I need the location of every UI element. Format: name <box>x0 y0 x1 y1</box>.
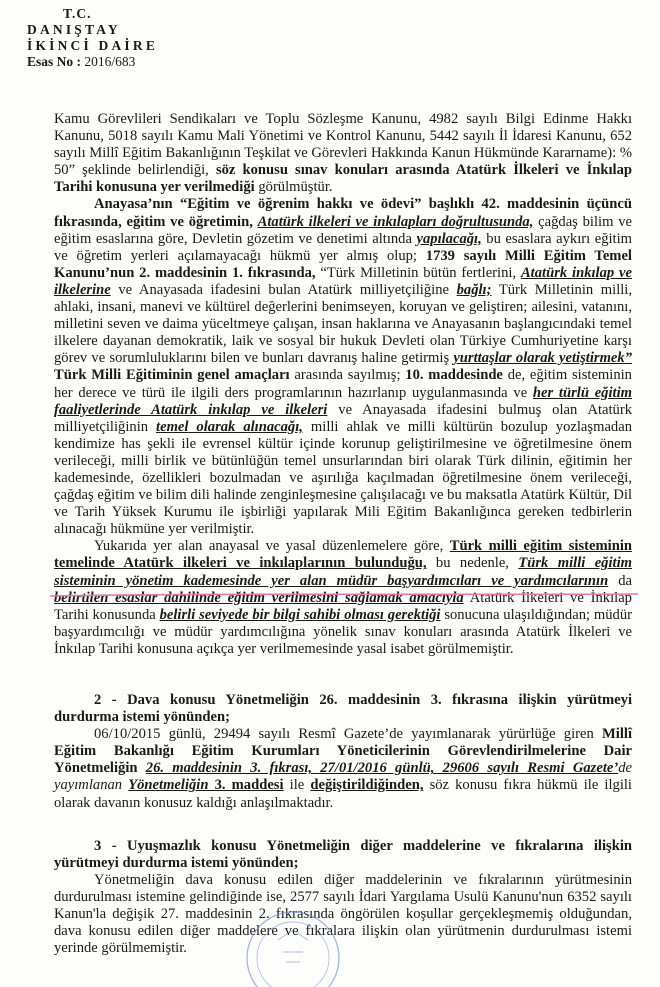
text: de, eğitim sisteminin her derece ve türü ile ilgili ders programlarının hazırlanıp uygulanmasında ve <box>54 367 632 401</box>
text: görülmüştür. <box>254 179 333 196</box>
esas-number: 2016/683 <box>84 54 136 69</box>
header-tc: T.C. <box>63 6 92 21</box>
underlined-emphasis: temel olarak alınacağı, <box>156 418 303 435</box>
underlined-emphasis: Atatürk inkılap ve ilkelerine <box>54 264 633 298</box>
text: bu esaslara aykırı eğitim ve öğretim yerleri açılamayacağı hükmü yer almış olup; <box>54 230 633 264</box>
text: söz konusu fıkra hükmü ile ilgili olarak davanın konusuz kaldığı anlaşılmaktadır. <box>54 777 632 811</box>
text: ve Anayasada ifadesini bulan Atatürk milliyetçiliğine <box>110 281 457 298</box>
underlined-emphasis: Türk milli eğitim sisteminin yönetim kademesinde yer alan müdür başyardımcıları ve yardımcılarının <box>54 555 632 589</box>
emphasis-text: Türk Milli Eğitiminin genel amaçları <box>54 367 290 384</box>
underlined-emphasis: her türlü eğitim faaliyetlerinde Atatürk inkılap ve ilkeleri <box>54 384 632 418</box>
underlined-emphasis: Türk milli eğitim sisteminin temelinde Atatürk ilkeleri ve inkılaplarının bulunduğu, <box>54 538 632 572</box>
underlined-emphasis: yurttaşlar olarak yetiştirmek” <box>453 350 632 367</box>
text: bu nedenle, <box>426 555 519 572</box>
underlined-emphasis: belirli seviyede bir bilgi sahibi olması gerektiği <box>159 606 441 623</box>
underlined-emphasis: 26. maddesinin 3. fıkrası, 27/01/2016 günlü, 29606 sayılı Resmi Gazete’ <box>145 760 619 777</box>
emphasis-text: Millî Eğitim Bakanlığı Eğitim Kurumları Yöneticilerinin Görevlendirilmelerine Dair Yönetmeliğin <box>54 726 632 777</box>
paragraph-2 <box>54 196 632 538</box>
section-2-heading: 2 - Dava konusu Yönetmeliğin 26. maddesinin 3. fıkrasına ilişkin yürütmeyi durdurma istemi yönünden; <box>54 692 632 726</box>
underlined-emphasis: 3. maddesi <box>208 777 284 794</box>
italic-text: de yayımlanan <box>54 760 632 794</box>
text: Türk Milletinin milli, ahlaki, insani, manevi ve kültürel değerlerini benimseyen, koruyan ve geliştiren; ailesini, vatanını, milletini seven ve daima yüceltmeye çalışan, insan haklarına ve Anayasanın başlangıcındaki temel ilkelere dayanan demokratik, laik ve sosyal bir hukuk Devleti olan Türkiye Cumhuriyetine karşı görev ve sorumluluklarını bilen ve bunları davranış haline getirmiş <box>54 281 633 367</box>
underlined-emphasis: Atatürk ilkeleri ve inkılapları doğrultusunda, <box>257 213 534 230</box>
paragraph-3 <box>54 538 632 658</box>
emphasis-text: söz konusu sınav konuları arasında Atatürk İlkeleri ve İnkılap Tarihi konusuna yer verilmediği <box>54 162 633 196</box>
text: milli ahlak ve milli kültürün bozulup yozlaşmadan kendimize has şekli ile evrensel kültür içinde korunup geliştirilmesine ve öğretilmesine önem verileceği, milli birlik ve bütünlüğün temel unsurlarından biri olarak Türk dilinin, eğitimin her kademesinde, özellikleri bozulmadan ve aşırılığa kaçılmadan öğretilmesine önem verileceği, çağdaş eğitim ve bilim dili halinde zenginleşmesine çalışılacağı ve bu maksatla Atatürk Kültür, Dil ve Tarih Yüksek Kurumu ile işbirliği yapılarak Mili Eğitim Bakanlığınca gereken tedbirlerin alınacağı hükmüne yer verilmiştir. <box>54 418 632 538</box>
underlined-emphasis: belirtilen esaslar dahilinde eğitim verilmesini sağlamak amacıyla <box>54 589 464 606</box>
text: ve Anayasada ifadesini bulmuş olan Atatürk milliyetçiliğinin <box>54 401 632 435</box>
underlined-emphasis: yapılacağı, <box>416 230 482 247</box>
paragraph-1 <box>54 111 632 196</box>
section-3-body: Yönetmeliğin dava konusu edilen diğer maddelerinin ve fıkralarının yürütmesinin durdurulması istemine gelindiğinde ise, 2577 sayılı İdari Yargılama Usulü Kanunu'nun 6352 sayılı Kanun'la değişik 27. maddesinin 2. fıkrasında öngörülen koşullar gerçekleşmemiş olduğundan, dava konusu edilen diğer maddelere ve fıkralara ilişkin olan yürütmenin durdurulması istemi yerinde görülmemiştir. <box>54 871 632 957</box>
text: ile <box>283 777 311 794</box>
text: “Türk Milletinin bütün fertlerini, <box>315 264 521 281</box>
header-case-number <box>27 54 158 70</box>
underlined-emphasis: bağlı; <box>456 281 492 298</box>
section-2-body <box>54 726 632 811</box>
underlined-emphasis: Yönetmeliğin <box>128 777 209 794</box>
emphasis-text: 1739 sayılı Milli Eğitim Temel Kanunu’nun 2. maddesinin 1. fıkrasında, <box>54 247 632 281</box>
text: sonucuna ulaşıldığından; müdür başyardımcılığı ve müdür yardımcılığına yönelik sınav konuları arasında Atatürk İlkeleri ve İnkılap Tarihi konusuna açıkça yer verilmemesinde yasal isabet görülmemiştir. <box>54 606 632 657</box>
text: Kamu Görevlileri Sendikaları ve Toplu Sözleşme Kanunu, 4982 sayılı Bilgi Edinme Hakkı Kanunu, 5018 sayılı Kamu Mali Yönetimi ve Kontrol Kanunu, 5442 sayılı İl İdaresi Kanunu, 652 sayılı Millî Eğitim Bakanlığının Teşkilat ve Görevleri Hakkında Kanun Hükmünde Kararname): % 50” şeklinde belirlendiği, <box>54 111 632 179</box>
underlined-emphasis: değiştirildiğinden, <box>310 777 424 794</box>
header-court: DANIŞTAY <box>27 22 121 37</box>
text: Yukarıda yer alan anayasal ve yasal düzenlemelere göre, <box>94 538 450 555</box>
text: Atatürk İlkeleri ve İnkılap Tarihi konusunda <box>54 589 632 623</box>
document-body <box>54 111 632 957</box>
header-chamber: İKİNCİ DAİRE <box>27 38 159 53</box>
text: da <box>608 572 632 589</box>
section-3-heading: 3 - Uyuşmazlık konusu Yönetmeliğin diğer maddelerine ve fıkralarına ilişkin yürütmeyi durdurma istemi yönünden; <box>54 837 632 871</box>
text: arasında sayılmış; <box>289 367 406 384</box>
document-header <box>27 6 158 70</box>
emphasis-text: 10. maddesinde <box>405 367 503 384</box>
text: çağdaş bilim ve eğitim esaslarına göre, Devletin gözetim ve denetimi altında <box>54 213 632 247</box>
esas-label: Esas No : <box>27 54 82 69</box>
emphasis-text: Anayasa’nın “Eğitim ve öğrenim hakkı ve ödevi” başlıklı 42. maddesinin üçüncü fıkrasında, eğitim ve öğretimin, <box>54 196 632 230</box>
text: 06/10/2015 günlü, 29494 sayılı Resmî Gazete’de yayımlanarak yürürlüğe giren <box>94 726 602 743</box>
